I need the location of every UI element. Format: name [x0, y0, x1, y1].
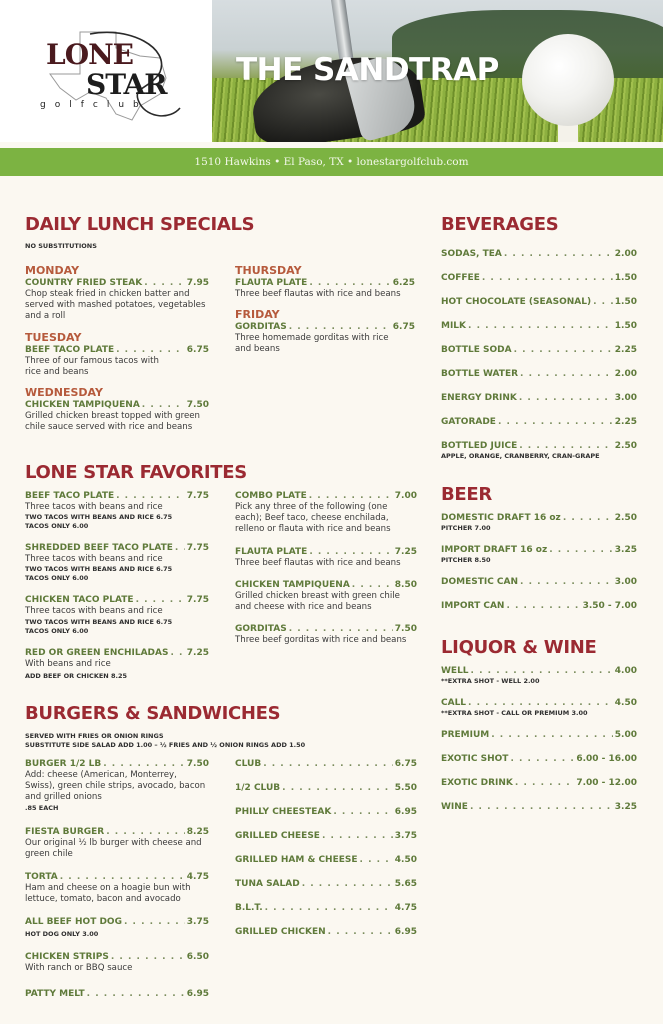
item-price: 5.50	[394, 783, 417, 793]
dot-leader	[468, 697, 613, 709]
item-price: 3.25	[614, 802, 637, 812]
item-price: 3.75	[394, 831, 417, 841]
item-name: CHICKEN TAMPIQUENA	[25, 400, 140, 411]
section-title-favorites: LONE STAR FAVORITES	[25, 462, 247, 483]
liquor-wine-section	[441, 637, 637, 813]
item-price: 1.50	[614, 297, 637, 307]
dot-leader	[519, 392, 613, 404]
item-price: 7.50	[186, 759, 209, 769]
item-name: COMBO PLATE	[235, 491, 307, 501]
dot-leader	[515, 777, 574, 789]
item-name: GORDITAS	[235, 624, 287, 635]
item-name: B.L.T.	[235, 903, 263, 913]
golf-ball-icon	[522, 34, 614, 126]
item-price: 1.50	[614, 273, 637, 283]
item-name: GRILLED HAM & CHEESE	[235, 855, 358, 865]
item-price: 7.50	[394, 624, 417, 635]
restaurant-title: THE SANDTRAP	[236, 52, 499, 88]
item-price: 4.75	[186, 872, 209, 883]
item-line	[25, 647, 209, 659]
item-line	[235, 546, 417, 558]
dot-leader	[103, 758, 185, 770]
logo-star-text: STAR	[86, 68, 167, 101]
menu-item	[25, 871, 209, 905]
favorites-section	[25, 462, 415, 484]
item-name: BEEF TACO PLATE	[25, 344, 115, 355]
logo-golfclub-text: golfclub	[40, 100, 148, 110]
item-price: 6.95	[186, 988, 209, 999]
item-price: 7.25	[394, 546, 417, 557]
item-line	[25, 826, 209, 838]
item-name: RED OR GREEN ENCHILADAS	[25, 647, 169, 658]
item-line	[235, 579, 417, 591]
dot-leader	[333, 806, 392, 818]
item-price: 2.25	[614, 345, 637, 355]
menu-item	[235, 490, 417, 536]
item-description: Chop steak fried in chicken batter and served with mashed potatoes, vegetables and a roll	[25, 289, 206, 322]
item-option: **EXTRA SHOT - CALL OR PREMIUM 3.00	[441, 709, 588, 717]
item-option: PITCHER 7.00	[441, 524, 491, 532]
item-description: Three tacos with beans and rice	[25, 606, 163, 617]
item-name: WINE	[441, 802, 468, 812]
menu-item	[235, 579, 417, 613]
item-name: PATTY MELT	[25, 988, 85, 999]
dot-leader	[504, 248, 613, 260]
item-price: 5.00	[614, 730, 637, 740]
item-description: With ranch or BBQ sauce	[25, 963, 133, 974]
dot-leader	[263, 758, 393, 770]
item-price: 8.25	[186, 826, 209, 837]
item-line	[441, 296, 637, 308]
dot-leader	[289, 623, 393, 635]
dot-leader	[111, 951, 185, 963]
item-price: 4.50	[394, 855, 417, 865]
item-name: FLAUTA PLATE	[235, 546, 308, 557]
menu-item	[25, 826, 209, 860]
item-line	[235, 321, 415, 333]
item-name: ALL BEEF HOT DOG	[25, 917, 122, 928]
item-line	[441, 512, 637, 524]
item-name: TORTA	[25, 872, 58, 883]
item-price: 2.25	[614, 417, 637, 427]
item-option: ADD BEEF OR CHICKEN 8.25	[25, 671, 128, 680]
dot-leader	[309, 490, 393, 502]
dot-leader	[519, 440, 613, 452]
item-description: Grilled chicken breast topped with green chile sauce served with rice and beans	[25, 411, 200, 433]
beverages-section	[441, 214, 637, 461]
item-description: Grilled chicken breast with green chile and cheese with rice and beans	[235, 590, 400, 613]
dot-leader	[520, 368, 613, 380]
logo-lone-text: LONE	[46, 38, 134, 71]
item-name: PHILLY CHEESTEAK	[235, 807, 332, 817]
section-title-burgers: BURGERS & SANDWICHES	[25, 703, 281, 724]
item-description: Three beef flautas with rice and beans	[235, 289, 401, 299]
dot-leader	[498, 416, 613, 428]
item-description: Pick any three of the following (one each); Beef taco, cheese enchilada, relleno or flauta with rice and beans	[235, 502, 391, 535]
item-line	[441, 320, 637, 332]
item-name: ENERGY DRINK	[441, 393, 517, 403]
day-label: MONDAY	[25, 264, 80, 277]
item-name: GRILLED CHEESE	[235, 831, 320, 841]
daily-left-column	[25, 264, 209, 433]
item-name: FIESTA BURGER	[25, 826, 105, 837]
dot-leader	[482, 272, 613, 284]
menu-header	[0, 0, 663, 142]
item-price: 7.00 - 12.00	[576, 778, 637, 788]
item-option: TACOS ONLY 6.00	[25, 522, 89, 531]
item-name: IMPORT CAN	[441, 601, 505, 611]
dot-leader	[322, 830, 393, 842]
no-substitutions-note: NO SUBSTITUTIONS	[25, 242, 97, 250]
item-name: GATORADE	[441, 417, 496, 427]
dot-leader	[144, 277, 185, 289]
item-line	[441, 344, 637, 356]
dot-leader	[549, 544, 613, 556]
day-label: TUESDAY	[25, 330, 82, 344]
dot-leader	[265, 902, 393, 914]
menu-item	[25, 758, 209, 813]
dot-leader	[510, 753, 574, 765]
item-line	[441, 665, 637, 677]
item-line	[25, 399, 209, 411]
item-line	[25, 871, 209, 883]
dot-leader	[87, 988, 185, 1000]
item-price: 3.00	[614, 577, 637, 587]
item-price: 3.50 - 7.00	[582, 601, 637, 611]
item-description: Add: cheese (American, Monterrey, Swiss), green chile strips, avocado, bacon and grilled onions	[25, 770, 206, 803]
item-line	[235, 277, 415, 289]
item-line	[25, 594, 209, 606]
item-line	[441, 600, 637, 612]
day-label: WEDNESDAY	[25, 386, 103, 400]
item-price: 8.50	[394, 579, 417, 590]
item-line	[235, 830, 417, 842]
item-price: 6.50	[186, 952, 209, 963]
dot-leader	[175, 542, 185, 554]
item-line	[441, 777, 637, 789]
item-price: 2.50	[614, 513, 637, 523]
burgers-left-column	[25, 758, 209, 1000]
item-price: 6.75	[392, 322, 415, 333]
item-line	[235, 623, 417, 635]
dot-leader	[514, 344, 613, 356]
item-line	[235, 878, 417, 890]
item-option: APPLE, ORANGE, CRANBERRY, CRAN-GRAPE	[441, 452, 600, 460]
item-option: TWO TACOS WITH BEANS AND RICE 6.75	[25, 617, 173, 626]
item-description: Ham and cheese on a hoagie bun with lettuce, tomato, bacon and avocado	[25, 883, 191, 905]
menu-item	[25, 594, 209, 635]
item-price: 4.50	[614, 698, 637, 708]
item-line	[25, 951, 209, 963]
item-name: BURGER 1/2 LB	[25, 759, 102, 769]
item-option: TWO TACOS WITH BEANS AND RICE 6.75	[25, 513, 173, 522]
dot-leader	[520, 576, 613, 588]
dot-leader	[124, 916, 185, 928]
burgers-note: SERVED WITH FRIES OR ONION RINGS	[25, 732, 164, 740]
hero-image-golf	[212, 0, 663, 142]
menu-item	[25, 951, 209, 974]
dot-leader	[470, 801, 613, 813]
item-line	[441, 368, 637, 380]
dot-leader	[289, 321, 391, 333]
item-option: TWO TACOS WITH BEANS AND RICE 6.75	[25, 565, 173, 574]
item-name: HOT CHOCOLATE (SEASONAL)	[441, 297, 592, 307]
daily-item	[235, 308, 415, 355]
item-line	[441, 440, 637, 452]
item-name: MILK	[441, 321, 467, 331]
beer-section	[441, 484, 637, 612]
daily-item	[25, 386, 209, 433]
item-name: IMPORT DRAFT 16 oz	[441, 545, 548, 555]
burgers-section	[25, 703, 425, 750]
item-price: 7.75	[186, 543, 209, 554]
menu-item	[25, 988, 209, 1000]
item-price: 7.50	[186, 400, 209, 411]
item-name: GORDITAS	[235, 322, 287, 333]
item-price: 3.75	[186, 917, 209, 928]
item-price: 7.75	[186, 595, 209, 606]
dot-leader	[136, 594, 185, 606]
item-name: DOMESTIC DRAFT 16 oz	[441, 513, 561, 523]
item-price: 4.75	[394, 903, 417, 913]
item-description: Three homemade gorditas with rice and beans	[235, 333, 389, 355]
item-price: 3.00	[614, 393, 637, 403]
item-line	[25, 344, 209, 356]
item-name: BOTTLE WATER	[441, 369, 519, 379]
item-name: SHREDDED BEEF TACO PLATE	[25, 543, 173, 554]
dot-leader	[468, 320, 613, 332]
menu-item	[25, 647, 209, 681]
item-price: 7.25	[186, 647, 209, 658]
item-price: 1.50	[614, 321, 637, 331]
item-description: With beans and rice	[25, 658, 111, 669]
favorites-right-column	[235, 490, 417, 646]
item-option: TACOS ONLY 6.00	[25, 574, 89, 583]
item-line	[25, 490, 209, 502]
item-option: .85 EACH	[25, 803, 59, 812]
item-name: CHICKEN STRIPS	[25, 952, 109, 963]
item-name: BEEF TACO PLATE	[25, 491, 115, 501]
item-name: WELL	[441, 666, 469, 676]
item-name: DOMESTIC CAN	[441, 577, 519, 587]
dot-leader	[506, 600, 580, 612]
menu-item	[25, 490, 209, 531]
dot-leader	[170, 647, 184, 659]
item-name: CLUB	[235, 759, 262, 769]
item-line	[441, 272, 637, 284]
dot-leader	[471, 665, 613, 677]
item-name: SODAS, TEA	[441, 249, 502, 259]
section-title-beer: BEER	[441, 484, 492, 505]
item-price: 6.75	[186, 344, 209, 355]
dot-leader	[309, 277, 390, 289]
item-name: EXOTIC DRINK	[441, 778, 513, 788]
item-price: 7.95	[186, 278, 209, 288]
menu-item	[25, 916, 209, 939]
item-price: 2.50	[614, 441, 637, 451]
item-name: PREMIUM	[441, 730, 490, 740]
item-name: BOTTLE SODA	[441, 345, 512, 355]
dot-leader	[142, 399, 185, 411]
daily-item	[25, 264, 209, 323]
item-price: 6.95	[394, 807, 417, 817]
daily-item	[25, 331, 209, 378]
dot-leader	[593, 296, 613, 308]
item-price: 4.00	[614, 666, 637, 676]
item-name: COFFEE	[441, 273, 480, 283]
item-name: TUNA SALAD	[235, 879, 300, 889]
item-price: 2.00	[614, 249, 637, 259]
item-line	[25, 758, 209, 770]
item-description: Three beef flautas with rice and beans	[235, 557, 401, 568]
item-line	[441, 753, 637, 765]
section-title-beverages: BEVERAGES	[441, 214, 559, 235]
item-line	[235, 806, 417, 818]
dot-leader	[360, 854, 393, 866]
item-description: Three tacos with beans and rice	[25, 502, 163, 512]
burgers-substitute-note: SUBSTITUTE SIDE SALAD ADD 1.00 – ½ FRIES AND ½ ONION RINGS ADD 1.50	[25, 741, 306, 749]
item-line	[235, 758, 417, 770]
day-label: FRIDAY	[235, 308, 280, 322]
dot-leader	[116, 344, 185, 356]
item-line	[441, 248, 637, 260]
item-option: TACOS ONLY 6.00	[25, 626, 89, 635]
daily-specials-section	[25, 214, 415, 251]
dot-leader	[352, 579, 393, 591]
item-name: BOTTLED JUICE	[441, 441, 518, 451]
item-line	[235, 782, 417, 794]
item-line	[235, 926, 417, 938]
item-price: 6.75	[394, 759, 417, 769]
menu-item	[235, 546, 417, 569]
item-description: Our original ½ lb burger with cheese and green chile	[25, 837, 202, 859]
item-line	[25, 988, 209, 1000]
item-description: Three beef gorditas with rice and beans	[235, 635, 407, 646]
item-line	[441, 801, 637, 813]
burgers-right-column	[235, 758, 417, 938]
dot-leader	[491, 729, 613, 741]
day-label: THURSDAY	[235, 264, 302, 277]
item-name: CALL	[441, 698, 467, 708]
item-line	[441, 544, 637, 556]
item-name: FLAUTA PLATE	[235, 278, 308, 288]
dot-leader	[309, 546, 392, 558]
dot-leader	[116, 490, 185, 502]
item-line	[441, 576, 637, 588]
item-price: 7.00	[394, 491, 417, 501]
item-name: COUNTRY FRIED STEAK	[25, 278, 143, 288]
item-price: 6.95	[394, 927, 417, 937]
item-price: 6.00 - 16.00	[576, 754, 637, 764]
item-price: 3.25	[614, 545, 637, 555]
item-name: CHICKEN TACO PLATE	[25, 595, 134, 606]
lone-star-logo	[20, 28, 190, 128]
item-price: 5.65	[394, 879, 417, 889]
address-bar: 1510 Hawkins • El Paso, TX • lonestargolfclub.com	[0, 148, 663, 176]
item-name: EXOTIC SHOT	[441, 754, 509, 764]
dot-leader	[106, 826, 185, 838]
item-line	[441, 729, 637, 741]
item-price: 6.25	[392, 278, 415, 288]
item-line	[25, 277, 209, 289]
item-price: 7.75	[186, 491, 209, 501]
item-option: PITCHER 8.50	[441, 556, 491, 564]
dot-leader	[563, 512, 613, 524]
section-title-liquor: LIQUOR & WINE	[441, 637, 597, 658]
item-option: **EXTRA SHOT - WELL 2.00	[441, 677, 540, 685]
daily-item	[235, 264, 415, 300]
menu-item	[235, 623, 417, 646]
item-line	[235, 490, 417, 502]
item-line	[441, 416, 637, 428]
item-description: Three of our famous tacos with rice and beans	[25, 355, 159, 377]
item-line	[235, 854, 417, 866]
favorites-left-column	[25, 490, 209, 681]
item-line	[441, 392, 637, 404]
item-line	[235, 902, 417, 914]
item-description: Three tacos with beans and rice	[25, 554, 163, 565]
dot-leader	[282, 782, 393, 794]
item-name: CHICKEN TAMPIQUENA	[235, 579, 350, 590]
dot-leader	[302, 878, 393, 890]
dot-leader	[328, 926, 393, 938]
item-line	[441, 697, 637, 709]
section-title-daily: DAILY LUNCH SPECIALS	[25, 214, 255, 235]
item-option: HOT DOG ONLY 3.00	[25, 930, 99, 939]
item-line	[25, 916, 209, 928]
daily-right-column	[235, 264, 415, 356]
item-name: GRILLED CHICKEN	[235, 927, 326, 937]
item-name: 1/2 CLUB	[235, 783, 281, 793]
item-line	[25, 542, 209, 554]
dot-leader	[60, 871, 185, 883]
menu-item	[25, 542, 209, 583]
item-price: 2.00	[614, 369, 637, 379]
